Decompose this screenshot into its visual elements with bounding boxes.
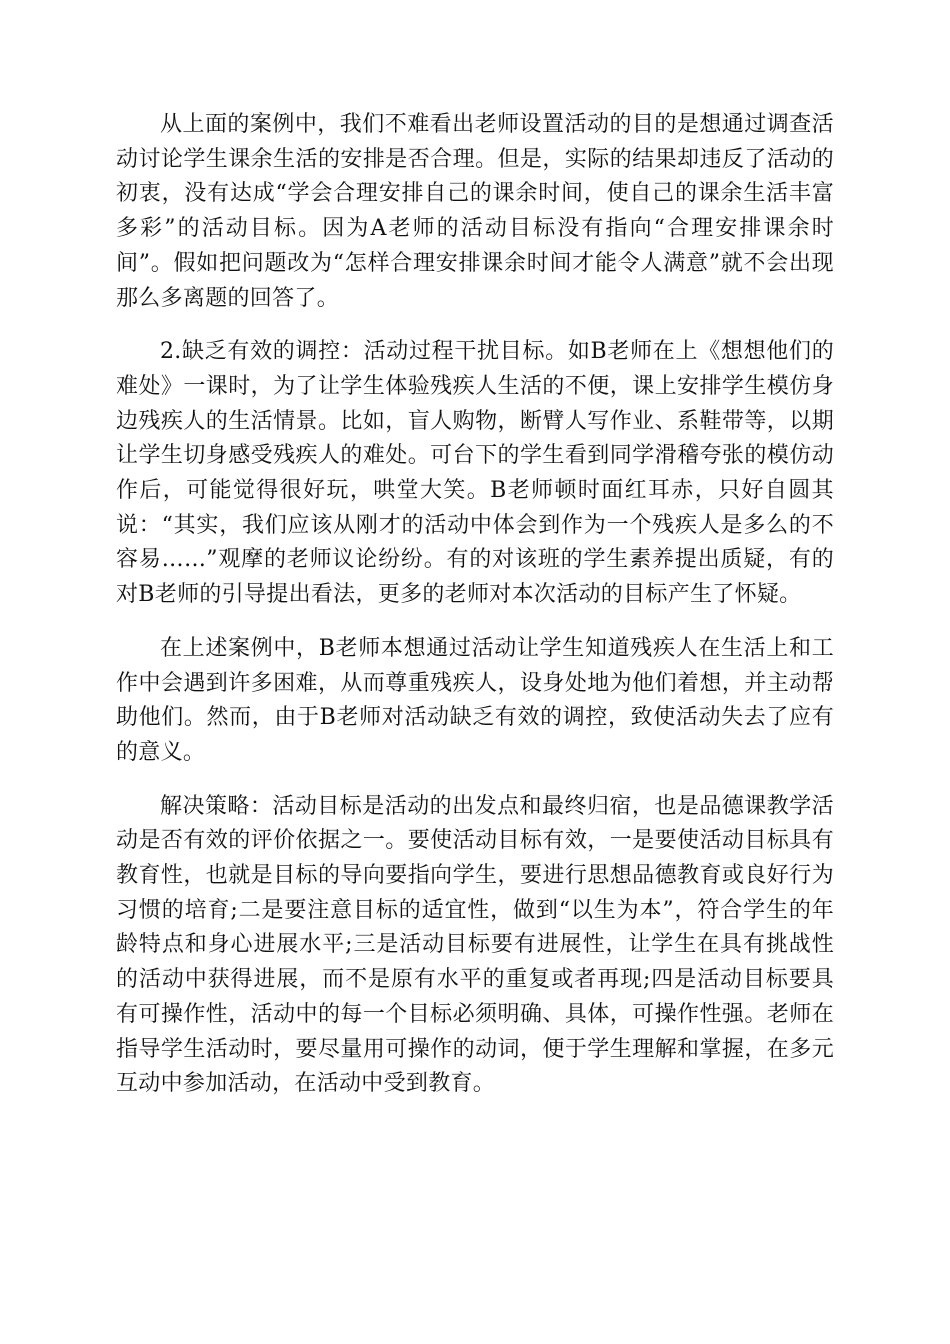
paragraph-solution-strategy: 解决策略：活动目标是活动的出发点和最终归宿，也是品德课教学活动是否有效的评价依据之一。要使活动目标有效，一是要使活动目标具有教育性，也就是目标的导向要指向学生，要进行思想品德教育或良好行为习惯的培育;二是要注意目标的适宜性，做到“以生为本”，符合学生的年龄特点和身心进展水平;三是活动目标要有进展性，让学生在具有挑战性的活动中获得进展，而不是原有水平的重复或者再现;四是活动目标要具有可操作性，活动中的每一个目标必须明确、具体，可操作性强。老师在指导学生活动时，要尽量用可操作的动词，便于学生理解和掌握，在多元互动中参加活动，在活动中受到教育。 <box>116 793 834 1097</box>
paragraph-case-analysis: 从上面的案例中，我们不难看出老师设置活动的目的是想通过调查活动讨论学生课余生活的安排是否合理。但是，实际的结果却违反了活动的初衷，没有达成“学会合理安排自己的课余时间，使自己的课余生活丰富多彩”的活动目标。因为A老师的活动目标没有指向“合理安排课余时间”。假如把问题改为“怎样合理安排课余时间才能令人满意”就不会出现那么多离题的回答了。 <box>116 112 834 311</box>
paragraph-case-summary: 在上述案例中，B老师本想通过活动让学生知道残疾人在生活上和工作中会遇到许多困难，从而尊重残疾人，设身处地为他们着想，并主动帮助他们。然而，由于B老师对活动缺乏有效的调控，致使活动失去了应有的意义。 <box>116 635 834 765</box>
document-page <box>116 108 834 1121</box>
paragraph-lack-of-control: 2.缺乏有效的调控：活动过程干扰目标。如B老师在上《想想他们的难处》一课时，为了让学生体验残疾人生活的不便，课上安排学生模仿身边残疾人的生活情景。比如，盲人购物，断臂人写作业、系鞋带等，以期让学生切身感受残疾人的难处。可台下的学生看到同学滑稽夸张的模仿动作后，可能觉得很好玩，哄堂大笑。B老师顿时面红耳赤，只好自圆其说：“其实，我们应该从刚才的活动中体会到作为一个残疾人是多么的不容易……”观摩的老师议论纷纷。有的对该班的学生素养提出质疑，有的对B老师的引导提出看法，更多的老师对本次活动的目标产生了怀疑。 <box>116 339 834 608</box>
